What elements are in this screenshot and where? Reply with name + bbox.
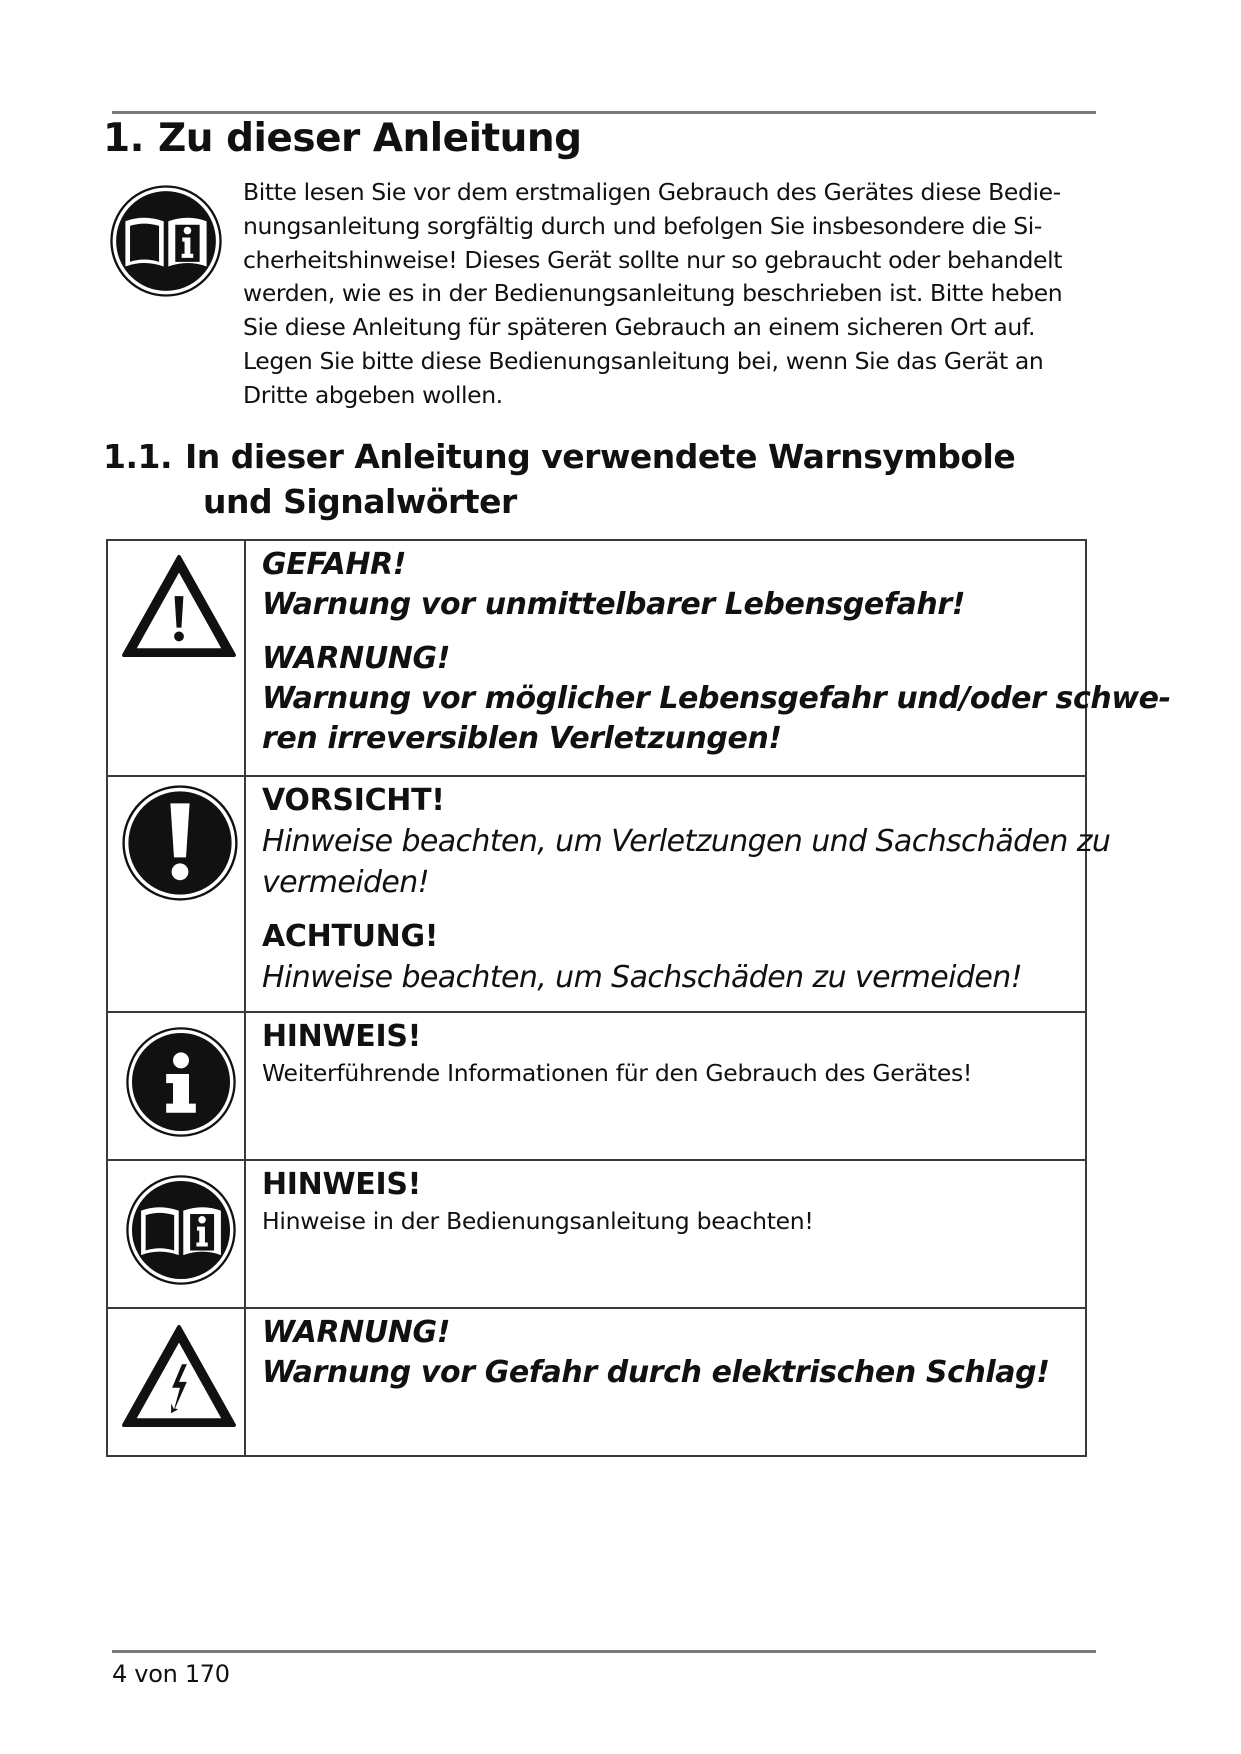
table-row: [107, 1160, 1086, 1308]
warning-text: vermeiden!: [262, 865, 430, 900]
warning-triangle-icon: [120, 553, 238, 659]
manual-book-icon: [124, 1173, 238, 1287]
subsection-title-line2: und Signalwörter: [203, 482, 517, 521]
subsection-number: 1.1.: [103, 437, 172, 476]
table-row: [107, 1308, 1086, 1456]
signal-word: ACHTUNG!: [262, 919, 439, 954]
icon-cell: [107, 1160, 245, 1308]
warning-text: Hinweise beachten, um Sachschäden zu vermeiden!: [262, 960, 1023, 995]
top-rule: [112, 111, 1096, 114]
signal-word: HINWEIS!: [262, 1019, 422, 1054]
table-row: [107, 776, 1086, 1012]
note-text: Weiterführende Informationen für den Gebrauch des Gerätes!: [262, 1059, 973, 1087]
section-title: Zu dieser Anleitung: [158, 116, 582, 161]
intro-paragraph: [243, 176, 1093, 413]
icon-cell: [107, 540, 245, 776]
warning-text: Hinweise beachten, um Verletzungen und Sachschäden zu: [262, 824, 1111, 859]
icon-cell: [107, 1308, 245, 1456]
info-circle-icon: [124, 1025, 238, 1139]
intro-line: Bitte lesen Sie vor dem erstmaligen Gebrauch des Gerätes diese Bedie-: [243, 178, 1061, 206]
note-text: Hinweise in der Bedienungsanleitung beachten!: [262, 1207, 814, 1235]
warning-text: Warnung vor möglicher Lebensgefahr und/oder schwe-: [262, 681, 1171, 716]
icon-cell: [107, 776, 245, 1012]
section-heading: [103, 116, 582, 161]
page-number: 4 von 170: [112, 1660, 230, 1688]
intro-line: Dritte abgeben wollen.: [243, 380, 503, 409]
bottom-rule: [112, 1650, 1096, 1653]
signal-word: WARNUNG!: [262, 641, 451, 676]
intro-line: Legen Sie bitte diese Bedienungsanleitung bei, wenn Sie das Gerät an: [243, 346, 1044, 375]
manual-book-icon: [108, 183, 224, 299]
text-cell: [245, 1160, 1086, 1308]
intro-line: Sie diese Anleitung für späteren Gebrauch an einem sicheren Ort auf.: [243, 313, 1036, 342]
intro-line: cherheitshinweise! Dieses Gerät sollte nur so gebraucht oder behandelt: [243, 245, 1063, 274]
signal-word: GEFAHR!: [262, 547, 407, 582]
table-row: [107, 540, 1086, 776]
subsection-heading: [103, 434, 1015, 524]
exclamation-circle-icon: [120, 783, 240, 903]
signal-word: VORSICHT!: [262, 783, 445, 818]
signal-word: WARNUNG!: [262, 1315, 451, 1350]
electric-shock-triangle-icon: [120, 1323, 238, 1429]
text-cell: [245, 1308, 1086, 1456]
warning-text: ren irreversiblen Verletzungen!: [262, 721, 782, 756]
section-number: 1.: [103, 116, 144, 161]
text-cell: [245, 540, 1171, 776]
subsection-title-line1: In dieser Anleitung verwendete Warnsymbole: [185, 437, 1016, 476]
warning-text: Warnung vor Gefahr durch elektrischen Schlag!: [262, 1355, 1050, 1390]
text-cell: [245, 1012, 1086, 1160]
signal-word: HINWEIS!: [262, 1167, 422, 1202]
warning-symbols-table: [106, 539, 1171, 1457]
intro-line: nungsanleitung sorgfältig durch und befolgen Sie insbesondere die Si-: [243, 211, 1042, 240]
intro-line: werden, wie es in der Bedienungsanleitung beschrieben ist. Bitte heben: [243, 279, 1063, 308]
text-cell: [245, 776, 1111, 1012]
warning-text: Warnung vor unmittelbarer Lebensgefahr!: [262, 587, 966, 622]
table-row: [107, 1012, 1086, 1160]
icon-cell: [107, 1012, 245, 1160]
